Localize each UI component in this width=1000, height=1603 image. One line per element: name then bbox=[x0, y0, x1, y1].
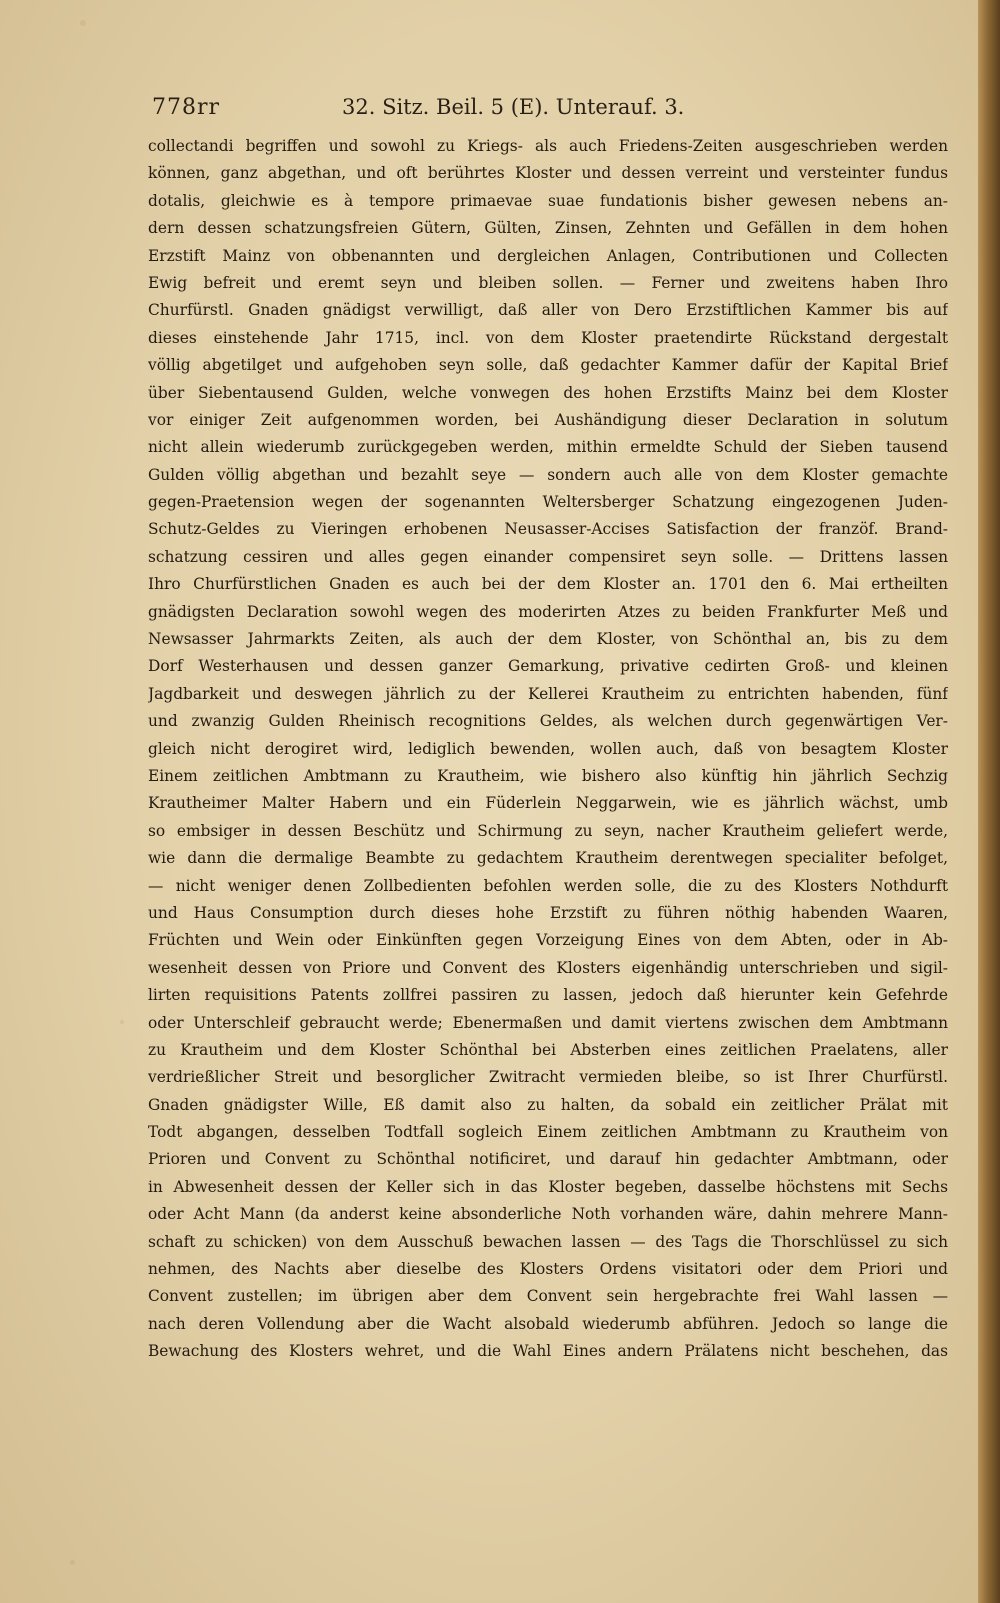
paper-spot bbox=[70, 1560, 75, 1565]
text-line: Newsasser Jahrmarkts Zeiten, als auch der dem Kloster, von Schönthal an, bis zu dem bbox=[148, 630, 948, 649]
text-line: zu Krautheim und dem Kloster Schönthal bei Absterben eines zeitlichen Praelatens, aller bbox=[148, 1040, 948, 1059]
text-line: Todt abgangen, desselben Todtfall sogleich Einem zeitlichen Ambtmann zu Krautheim von bbox=[148, 1123, 948, 1142]
text-line: schatzung cessiren und alles gegen einander compensiret seyn solle. — Drittens lassen bbox=[148, 547, 948, 566]
text-line: Erzstift Mainz von obbenannten und dergleichen Anlagen, Contributionen und Collecten bbox=[148, 246, 948, 265]
text-line: Prioren und Convent zu Schönthal notificiret, und darauf hin gedachter Ambtmann, oder bbox=[148, 1150, 948, 1169]
text-line: und zwanzig Gulden Rheinisch recognitions Geldes, als welchen durch gegenwärtigen Ver- bbox=[148, 712, 948, 731]
text-line: nach deren Vollendung aber die Wacht alsobald wiederumb abführen. Jedoch so lange die bbox=[148, 1314, 948, 1333]
text-line: collectandi begriffen und sowohl zu Kriegs- als auch Friedens-Zeiten ausgeschrieben werden bbox=[148, 137, 948, 155]
text-line: gleich nicht derogiret wird, lediglich bewenden, wollen auch, daß von besagtem Kloster bbox=[148, 739, 948, 758]
body-text bbox=[148, 133, 948, 1366]
text-line: dotalis, gleichwie es à tempore primaevae suae fundationis bisher gewesen nebens an- bbox=[148, 191, 948, 210]
text-line: Convent zustellen; im übrigen aber dem Convent sein hergebrachte frei Wahl lassen — bbox=[148, 1287, 948, 1306]
text-line: gnädigsten Declaration sowohl wegen des moderirten Atzes zu beiden Frankfurter Meß und bbox=[148, 602, 948, 621]
text-line: völlig abgetilget und aufgehoben seyn solle, daß gedachter Kammer dafür der Kapital Brief bbox=[148, 356, 948, 375]
text-line: können, ganz abgethan, und oft berührtes Kloster und dessen verreint und versteinter fundus bbox=[148, 164, 948, 183]
text-line: Jagdbarkeit und deswegen jährlich zu der Kellerei Krautheim zu entrichten habenden, fünf bbox=[148, 684, 948, 703]
text-line: in Abwesenheit dessen der Keller sich in das Kloster begeben, dasselbe höchstens mit Sechs bbox=[148, 1177, 948, 1196]
page-header bbox=[152, 95, 952, 129]
text-line: Gulden völlig abgethan und bezahlt seye — sondern auch alle von dem Kloster gemachte bbox=[148, 465, 948, 484]
text-line: verdrießlicher Streit und besorglicher Zwitracht vermieden bleibe, so ist Ihrer Churfürstl. bbox=[148, 1068, 948, 1087]
text-line: Dorf Westerhausen und dessen ganzer Gemarkung, privative cedirten Groß- und kleinen bbox=[148, 657, 948, 676]
text-line: nicht allein wiederumb zurückgegeben werden, mithin ermeldte Schuld der Sieben tausend bbox=[148, 438, 948, 457]
text-line: Bewachung des Klosters wehret, und die Wahl Eines andern Prälatens nicht beschehen, das bbox=[148, 1342, 948, 1361]
text-line: Gnaden gnädigster Wille, Eß damit also zu halten, da sobald ein zeitlicher Prälat mit bbox=[148, 1095, 948, 1114]
text-line: Ihro Churfürstlichen Gnaden es auch bei der dem Kloster an. 1701 den 6. Mai ertheilten bbox=[148, 575, 948, 594]
text-line: so embsiger in dessen Beschütz und Schirmung zu seyn, nacher Krautheim geliefert werde, bbox=[148, 821, 948, 840]
paper-spot bbox=[80, 20, 86, 26]
text-line: vor einiger Zeit aufgenommen worden, bei Aushändigung dieser Declaration in solutum bbox=[148, 410, 948, 429]
text-line: Früchten und Wein oder Einkünften gegen Vorzeigung Eines von dem Abten, oder in Ab- bbox=[148, 931, 948, 950]
text-line: Krautheimer Malter Habern und ein Füderlein Neggarwein, wie es jährlich wächst, umb bbox=[148, 794, 948, 813]
text-line: Einem zeitlichen Ambtmann zu Krautheim, wie bishero also künftig hin jährlich Sechzig bbox=[148, 766, 948, 785]
running-head: 32. Sitz. Beil. 5 (E). Unterauf. 3. bbox=[342, 95, 685, 119]
text-line: und Haus Consumption durch dieses hohe Erzstift zu führen nöthig habenden Waaren, bbox=[148, 903, 948, 922]
text-line: über Siebentausend Gulden, welche vonwegen des hohen Erzstifts Mainz bei dem Kloster bbox=[148, 383, 948, 402]
text-line: wie dann die dermalige Beambte zu gedachtem Krautheim derentwegen specialiter befolget, bbox=[148, 849, 948, 868]
text-line: nehmen, des Nachts aber dieselbe des Klosters Ordens visitatori oder dem Priori und bbox=[148, 1260, 948, 1279]
text-line: Ewig befreit und eremt seyn und bleiben sollen. — Ferner und zweitens haben Ihro bbox=[148, 273, 948, 292]
text-line: — nicht weniger denen Zollbedienten befohlen werden solle, die zu des Klosters Nothdurft bbox=[148, 876, 948, 895]
text-line: dern dessen schatzungsfreien Gütern, Gülten, Zinsen, Zehnten und Gefällen in dem hohen bbox=[148, 219, 948, 238]
text-line: gegen-Praetension wegen der sogenannten Weltersberger Schatzung eingezogenen Juden- bbox=[148, 493, 948, 512]
page-edge-shadow bbox=[978, 0, 1000, 1603]
text-line: dieses einstehende Jahr 1715, incl. von dem Kloster praetendirte Rückstand dergestalt bbox=[148, 328, 948, 347]
text-line: Schutz-Geldes zu Vieringen erhobenen Neusasser-Accises Satisfaction der franzöf. Brand- bbox=[148, 520, 948, 539]
text-line: wesenheit dessen von Priore und Convent des Klosters eigenhändig unterschrieben und sigil- bbox=[148, 958, 948, 977]
text-line: Churfürstl. Gnaden gnädigst verwilligt, daß aller von Dero Erzstiftlichen Kammer bis auf bbox=[148, 301, 948, 320]
text-line: schaft zu schicken) von dem Ausschuß bewachen lassen — des Tags die Thorschlüssel zu sich bbox=[148, 1232, 948, 1251]
text-line: oder Acht Mann (da anderst keine absonderliche Noth vorhanden wäre, dahin mehrere Mann- bbox=[148, 1205, 948, 1224]
text-line: oder Unterschleif gebraucht werde; Ebenermaßen und damit viertens zwischen dem Ambtmann bbox=[148, 1013, 948, 1032]
paper-spot bbox=[120, 1020, 124, 1024]
text-line: lirten requisitions Patents zollfrei passiren zu lassen, jedoch daß hierunter kein Gefehrde bbox=[148, 986, 948, 1005]
page-number: 778rr bbox=[152, 95, 221, 120]
